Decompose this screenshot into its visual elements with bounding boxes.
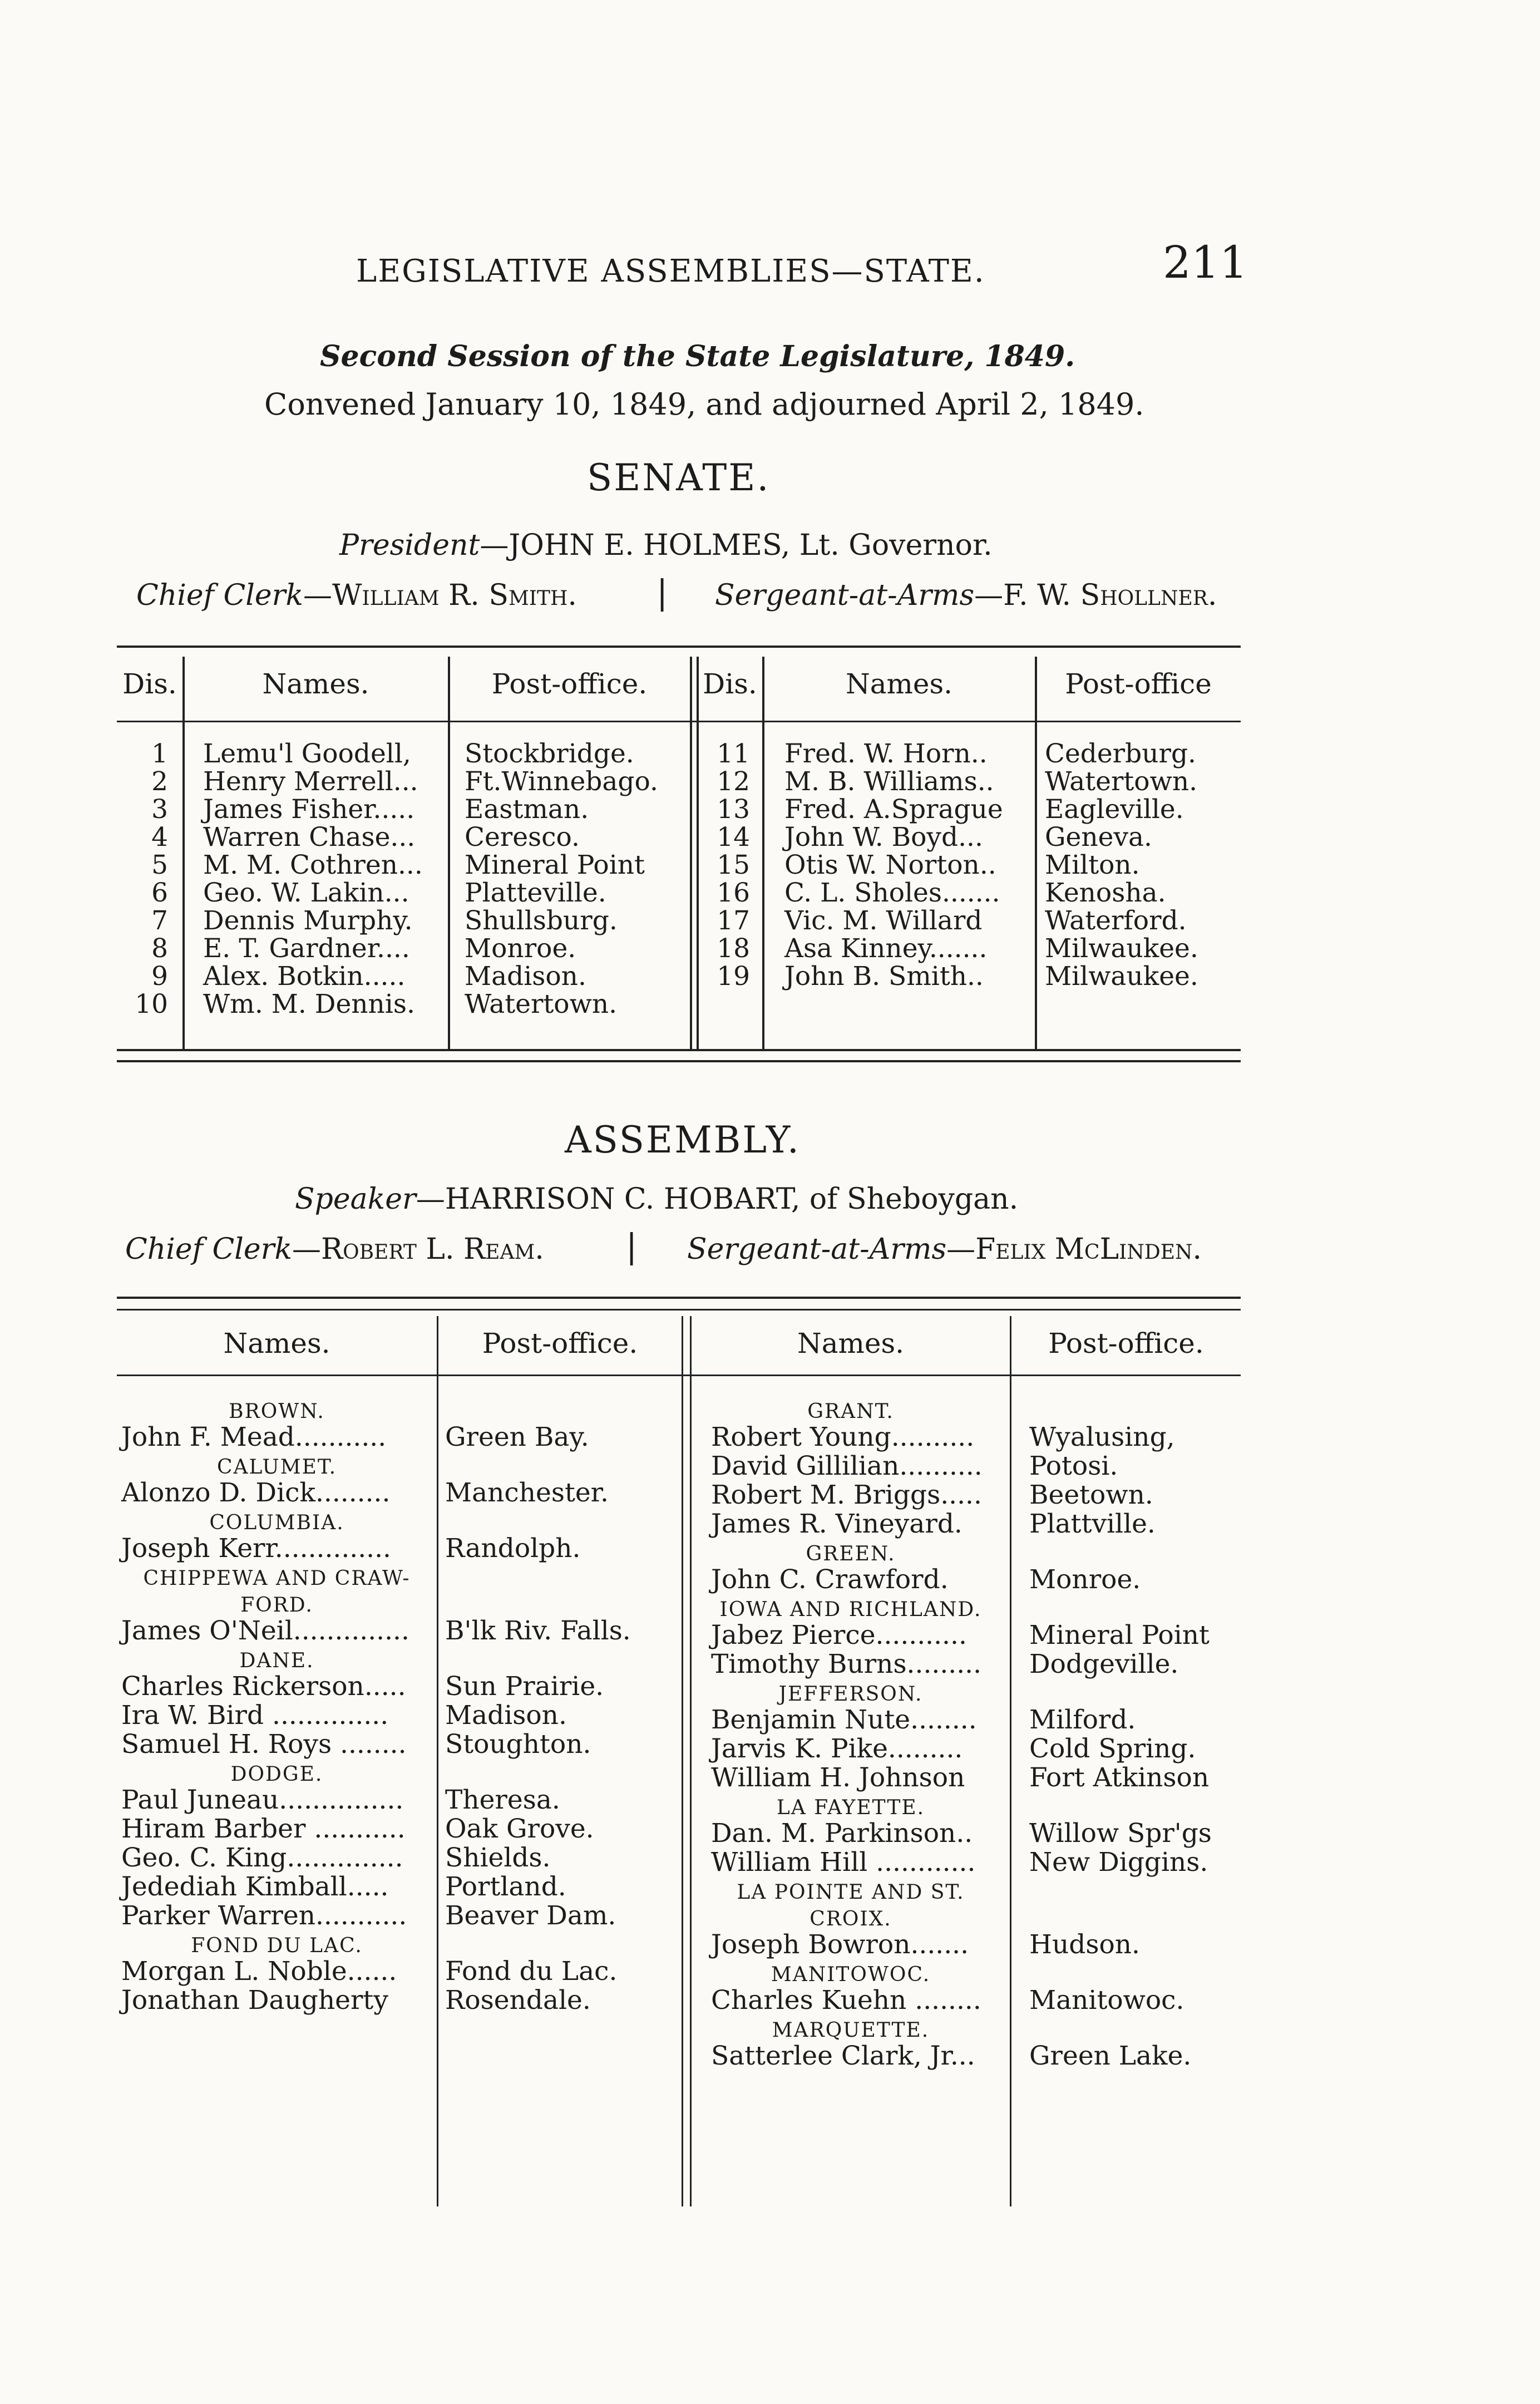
senate-post-office: Shullsburg. xyxy=(465,905,618,936)
county-heading: GRANT. xyxy=(807,1400,894,1423)
county-heading: CROIX. xyxy=(810,1908,892,1930)
senate-member-name: Alex. Botkin..... xyxy=(203,961,406,992)
speaker-label: Speaker xyxy=(295,1183,416,1216)
assembly-member-name: Timothy Burns......... xyxy=(711,1649,982,1679)
assembly-speaker xyxy=(295,1183,1018,1216)
assembly-member-name: James O'Neil.............. xyxy=(121,1615,409,1646)
senate-member-name: Wm. M. Dennis. xyxy=(203,989,415,1019)
session-dates: Convened January 10, 1849, and adjourned April 2, 1849. xyxy=(264,387,1144,422)
senate-district: 7 xyxy=(151,905,168,936)
senate-district: 16 xyxy=(717,878,750,908)
assembly-post-office: Monroe. xyxy=(1029,1564,1141,1595)
county-heading: FORD. xyxy=(240,1594,313,1617)
assembly-member-name: John F. Mead........... xyxy=(121,1422,387,1452)
assembly-sergeant xyxy=(687,1233,1202,1266)
senate-post-office: Platteville. xyxy=(465,878,606,908)
senate-member-name: John B. Smith.. xyxy=(784,961,984,992)
senate-post-office: Madison. xyxy=(465,961,586,992)
assembly-post-office: Rosendale. xyxy=(445,1985,591,2016)
assembly-member-name: James R. Vineyard. xyxy=(711,1509,962,1539)
senate-col-post-2: Post-office xyxy=(1065,668,1212,700)
senate-district: 5 xyxy=(151,850,168,880)
senate-col-post: Post-office. xyxy=(491,668,648,700)
senate-district: 18 xyxy=(717,933,750,964)
senate-member-name: C. L. Sholes....... xyxy=(784,878,1000,908)
senate-member-name: Fred. W. Horn.. xyxy=(784,738,988,769)
senate-district: 10 xyxy=(135,989,168,1019)
assembly-member-name: Jedediah Kimball..... xyxy=(121,1871,389,1902)
assembly-post-office: Oak Grove. xyxy=(445,1814,594,1844)
assembly-post-office: Mineral Point xyxy=(1029,1620,1210,1651)
senate-post-office: Milton. xyxy=(1045,850,1140,880)
senate-col-names: Names. xyxy=(262,668,369,700)
assembly-post-office: Sun Prairie. xyxy=(445,1671,604,1702)
county-heading: LA FAYETTE. xyxy=(776,1796,925,1819)
senate-member-name: Geo. W. Lakin... xyxy=(203,878,409,908)
clerk-label: Chief Clerk xyxy=(136,579,304,612)
senate-post-office: Stockbridge. xyxy=(465,738,634,769)
senate-district: 19 xyxy=(717,961,750,992)
senate-sergeant xyxy=(715,579,1217,612)
senate-post-office: Milwaukee. xyxy=(1045,933,1198,964)
assembly-member-name: Jarvis K. Pike......... xyxy=(711,1733,963,1764)
assembly-post-office: Green Lake. xyxy=(1029,2041,1192,2071)
senate-member-name: E. T. Gardner.... xyxy=(203,933,410,964)
county-heading: CHIPPEWA AND CRAW- xyxy=(143,1567,411,1590)
county-heading: IOWA AND RICHLAND. xyxy=(719,1598,982,1621)
assembly-member-name: Benjamin Nute........ xyxy=(711,1705,977,1735)
senate-vrule xyxy=(690,657,692,1049)
assembly-member-name: Dan. M. Parkinson.. xyxy=(711,1818,973,1849)
assembly-post-office: Potosi. xyxy=(1029,1451,1118,1481)
assembly-vrule xyxy=(682,1316,683,2206)
assembly-member-name: William H. Johnson xyxy=(711,1762,965,1793)
assembly-post-office: Wyalusing, xyxy=(1029,1422,1175,1452)
senate-post-office: Waterford. xyxy=(1045,905,1187,936)
senate-post-office: Watertown. xyxy=(1045,766,1198,797)
officer-divider: | xyxy=(657,573,668,612)
assembly-member-name: Samuel H. Roys ........ xyxy=(121,1729,407,1760)
assembly-post-office: Manchester. xyxy=(445,1477,609,1508)
county-heading: MARQUETTE. xyxy=(772,2019,930,2042)
senate-district: 12 xyxy=(717,766,750,797)
senate-member-name: Lemu'l Goodell, xyxy=(203,738,411,769)
senate-vrule xyxy=(448,657,450,1049)
president-label: President xyxy=(339,529,480,562)
senate-post-office: Monroe. xyxy=(465,933,576,964)
senate-post-office: Eastman. xyxy=(465,794,589,825)
assembly-post-office: Willow Spr'gs xyxy=(1029,1818,1212,1849)
senate-col-names-2: Names. xyxy=(845,668,953,700)
assembly-heading: ASSEMBLY. xyxy=(565,1119,801,1161)
senate-member-name: Asa Kinney....... xyxy=(784,933,988,964)
assembly-post-office: Fort Atkinson xyxy=(1029,1762,1210,1793)
senate-member-name: James Fisher..... xyxy=(203,794,415,825)
page-number: 211 xyxy=(1163,237,1248,288)
assembly-post-office: Portland. xyxy=(445,1871,566,1902)
assembly-vrule xyxy=(437,1316,438,2206)
assembly-member-name: Geo. C. King.............. xyxy=(121,1843,403,1873)
senate-district: 15 xyxy=(717,850,750,880)
assembly-post-office: Beetown. xyxy=(1029,1480,1153,1510)
senate-member-name: Dennis Murphy. xyxy=(203,905,413,936)
senate-district: 9 xyxy=(151,961,168,992)
assembly-vrule xyxy=(690,1316,692,2206)
senate-member-name: M. M. Cothren... xyxy=(203,850,423,880)
assembly-member-name: Robert Young.......... xyxy=(711,1422,975,1452)
assembly-clerk xyxy=(125,1233,544,1266)
senate-district: 4 xyxy=(151,822,168,853)
assembly-top-rule-2 xyxy=(117,1309,1241,1311)
senate-district: 11 xyxy=(717,738,750,769)
assembly-member-name: Parker Warren........... xyxy=(121,1900,407,1931)
senate-vrule xyxy=(762,657,764,1049)
county-heading: COLUMBIA. xyxy=(209,1511,344,1534)
assembly-member-name: Joseph Kerr.............. xyxy=(121,1533,391,1564)
senate-bottom-rule xyxy=(117,1049,1241,1051)
senate-post-office: Eagleville. xyxy=(1045,794,1184,825)
assembly-post-office: Cold Spring. xyxy=(1029,1733,1196,1764)
president-name: —JOHN E. HOLMES, Lt. Governor. xyxy=(480,529,993,562)
senate-post-office: Cederburg. xyxy=(1045,738,1196,769)
county-heading: DANE. xyxy=(239,1649,314,1672)
senate-post-office: Kenosha. xyxy=(1045,878,1166,908)
senate-post-office: Watertown. xyxy=(465,989,618,1019)
assembly-post-office: Green Bay. xyxy=(445,1422,589,1452)
senate-district: 17 xyxy=(717,905,750,936)
senate-member-name: John W. Boyd... xyxy=(784,822,983,853)
senate-heading: SENATE. xyxy=(587,456,771,499)
assembly-member-name: John C. Crawford. xyxy=(711,1564,949,1595)
senate-district: 3 xyxy=(151,794,168,825)
session-title: Second Session of the State Legislature, 1849. xyxy=(320,339,1075,373)
assembly-member-name: Hiram Barber ........... xyxy=(121,1814,406,1844)
assembly-member-name: Jonathan Daugherty xyxy=(121,1985,388,2016)
senate-president xyxy=(339,529,993,562)
assembly-member-name: Alonzo D. Dick......... xyxy=(121,1477,391,1508)
assembly-post-office: Beaver Dam. xyxy=(445,1900,616,1931)
senate-member-name: Otis W. Norton.. xyxy=(784,850,996,880)
clerk-name: —William R. Smith. xyxy=(303,579,577,612)
senate-district: 13 xyxy=(717,794,750,825)
senate-post-office: Mineral Point xyxy=(465,850,645,880)
senate-vrule xyxy=(697,657,699,1049)
assembly-post-office: Manitowoc. xyxy=(1029,1985,1184,2016)
senate-bottom-rule-2 xyxy=(117,1060,1241,1062)
running-title: LEGISLATIVE ASSEMBLIES—STATE. xyxy=(356,253,985,289)
senate-vrule xyxy=(1035,657,1037,1049)
county-heading: CALUMET. xyxy=(216,1456,337,1479)
senate-member-name: Henry Merrell... xyxy=(203,766,418,797)
assembly-member-name: William Hill ............ xyxy=(711,1847,976,1878)
assembly-post-office: Stoughton. xyxy=(445,1729,591,1760)
clerk-name: —Robert L. Ream. xyxy=(292,1233,544,1266)
county-heading: JEFFERSON. xyxy=(778,1683,923,1706)
assembly-post-office: Milford. xyxy=(1029,1705,1136,1735)
assembly-post-office: Theresa. xyxy=(445,1785,560,1815)
senate-district: 1 xyxy=(151,738,168,769)
senate-table-top-rule xyxy=(117,646,1241,648)
assembly-post-office: Shields. xyxy=(445,1843,551,1873)
senate-district: 6 xyxy=(151,878,168,908)
senate-post-office: Geneva. xyxy=(1045,822,1152,853)
county-heading: FOND DU LAC. xyxy=(191,1934,363,1957)
officer-divider: | xyxy=(626,1227,638,1266)
assembly-top-rule xyxy=(117,1297,1241,1299)
assembly-post-office: Madison. xyxy=(445,1700,567,1731)
assembly-post-office: B'lk Riv. Falls. xyxy=(445,1615,631,1646)
senate-post-office: Milwaukee. xyxy=(1045,961,1198,992)
assembly-header-rule xyxy=(117,1375,1241,1376)
county-heading: MANITOWOC. xyxy=(771,1963,931,1986)
senate-member-name: Warren Chase... xyxy=(203,822,416,853)
senate-member-name: Vic. M. Willard xyxy=(784,905,983,936)
senate-vrule xyxy=(182,657,185,1049)
senate-district: 2 xyxy=(151,766,168,797)
assembly-member-name: Paul Juneau............... xyxy=(121,1785,404,1815)
senate-district: 14 xyxy=(717,822,750,853)
assembly-member-name: Morgan L. Noble...... xyxy=(121,1956,397,1987)
assembly-member-name: Jabez Pierce........... xyxy=(711,1620,967,1651)
assembly-post-office: Fond du Lac. xyxy=(445,1956,618,1987)
assembly-col-names-2: Names. xyxy=(797,1327,905,1359)
senate-col-dis: Dis. xyxy=(122,668,177,700)
senate-post-office: Ft.Winnebago. xyxy=(465,766,658,797)
assembly-col-post: Post-office. xyxy=(482,1327,638,1359)
assembly-vrule xyxy=(1010,1316,1011,2206)
assembly-member-name: Robert M. Briggs..... xyxy=(711,1480,982,1510)
senate-member-name: Fred. A.Sprague xyxy=(784,794,1003,825)
sergeant-label: Sergeant-at-Arms xyxy=(715,579,975,612)
assembly-post-office: Plattville. xyxy=(1029,1509,1156,1539)
senate-member-name: M. B. Williams.. xyxy=(784,766,994,797)
assembly-member-name: David Gillilian.......... xyxy=(711,1451,983,1481)
county-heading: BROWN. xyxy=(229,1400,325,1423)
senate-district: 8 xyxy=(151,933,168,964)
assembly-post-office: Randolph. xyxy=(445,1533,581,1564)
senate-header-rule xyxy=(117,721,1241,722)
senate-col-dis-2: Dis. xyxy=(703,668,757,700)
assembly-member-name: Joseph Bowron....... xyxy=(711,1929,969,1960)
sergeant-name: —F. W. Shollner. xyxy=(974,579,1217,612)
county-heading: DODGE. xyxy=(230,1763,323,1786)
speaker-name: —HARRISON C. HOBART, of Sheboygan. xyxy=(416,1183,1019,1216)
assembly-member-name: Ira W. Bird .............. xyxy=(121,1700,389,1731)
senate-post-office: Ceresco. xyxy=(465,822,580,853)
assembly-post-office: Hudson. xyxy=(1029,1929,1140,1960)
sergeant-label: Sergeant-at-Arms xyxy=(687,1233,947,1266)
assembly-post-office: New Diggins. xyxy=(1029,1847,1208,1878)
clerk-label: Chief Clerk xyxy=(125,1233,293,1266)
assembly-member-name: Charles Rickerson..... xyxy=(121,1671,406,1702)
county-heading: LA POINTE AND ST. xyxy=(737,1881,965,1904)
assembly-col-names: Names. xyxy=(223,1327,330,1359)
assembly-col-post-2: Post-office. xyxy=(1048,1327,1204,1359)
county-heading: GREEN. xyxy=(806,1543,896,1565)
assembly-member-name: Charles Kuehn ........ xyxy=(711,1985,981,2016)
sergeant-name: —Felix McLinden. xyxy=(946,1233,1202,1266)
senate-clerk xyxy=(136,579,577,612)
assembly-post-office: Dodgeville. xyxy=(1029,1649,1179,1679)
assembly-member-name: Satterlee Clark, Jr... xyxy=(711,2041,975,2071)
